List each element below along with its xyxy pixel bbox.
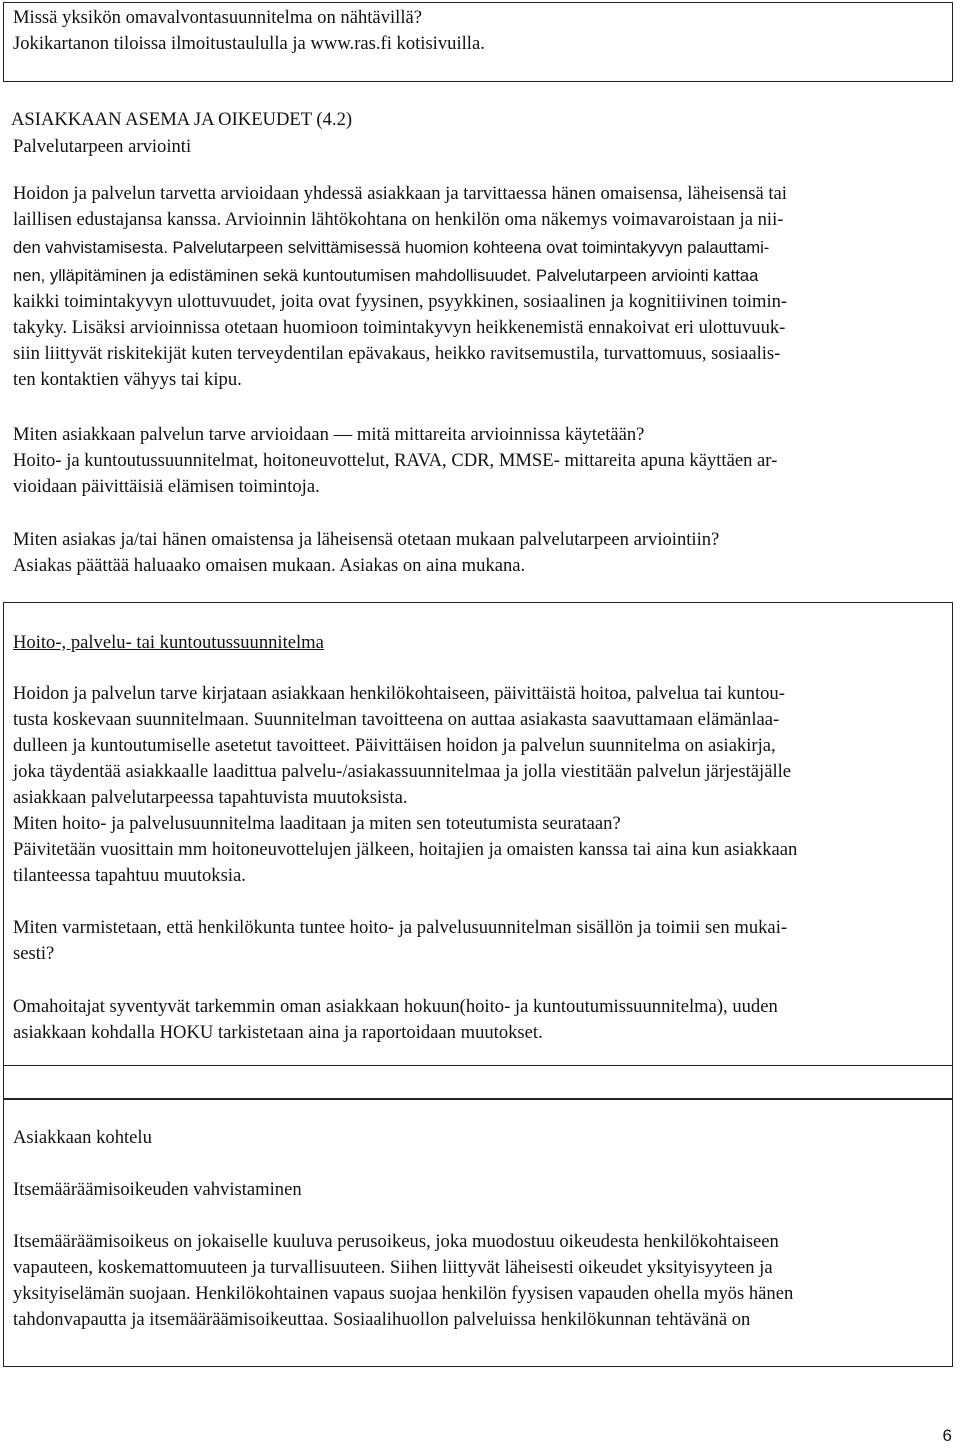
s1-p1-line5: kaikki toimintakyvyn ulottuvuudet, joita ovat fyysinen, psyykkinen, sosiaalinen ja kognitiivinen toimin- [13, 291, 788, 312]
s1-p1-line3: den vahvistamisesta. Palvelutarpeen selvittämisessä huomion kohteena ovat toimintakyvyn palauttami- [13, 238, 770, 257]
s2-p1-line3: dulleen ja kuntoutumiselle asetetut tavoitteet. Päivittäisen hoidon ja palvelun suunnitelma on asiakirja, [13, 735, 776, 756]
section1-heading: ASIAKKAAN ASEMA JA OIKEUDET (4.2) [11, 109, 353, 130]
s2-p1-line1: Hoidon ja palvelun tarve kirjataan asiakkaan henkilökohtaiseen, päivittäistä hoitoa, palvelua tai kuntou- [13, 683, 785, 704]
s1-question2: Miten asiakas ja/tai hänen omaistensa ja läheisensä otetaan mukaan palvelutarpeen arviointiin? [13, 529, 720, 550]
section3-heading: Asiakkaan kohtelu [13, 1127, 152, 1148]
s1-p1-line6: takyky. Lisäksi arvioinnissa otetaan huomioon toimintakyvyn heikkenemistä ennakoivat eri ulottuvuuk- [13, 317, 786, 338]
section1-subheading: Palvelutarpeen arviointi [13, 136, 192, 157]
s1-question1: Miten asiakkaan palvelun tarve arvioidaan — mitä mittareita arvioinnissa käytetään? [13, 424, 645, 445]
s2-answer2-line1: Omahoitajat syventyvät tarkemmin oman asiakkaan hokuun(hoito- ja kuntoutumissuunnitelma), uuden [13, 996, 778, 1017]
s2-question1: Miten hoito- ja palvelusuunnitelma laaditaan ja miten sen toteutumista seurataan? [13, 813, 621, 834]
section3-subheading: Itsemääräämisoikeuden vahvistaminen [13, 1179, 302, 1200]
section2-heading: Hoito-, palvelu- tai kuntoutussuunnitelma [13, 632, 324, 653]
s2-answer2-line2: asiakkaan kohdalla HOKU tarkistetaan aina ja raportoidaan muutokset. [13, 1022, 543, 1043]
s1-p1-line7: siin liittyvät riskitekijät kuten terveydentilan epävakaus, heikko ravitsemustila, turvattomuus, sosiaalis- [13, 343, 781, 364]
s1-p1-line8: ten kontaktien vähyys tai kipu. [13, 369, 242, 390]
page-number: 6 [942, 1426, 952, 1445]
s1-p1-line2 [13, 209, 783, 231]
intro-question: Missä yksikön omavalvontasuunnitelma on nähtävillä? [13, 7, 422, 28]
s1-answer2: Asiakas päättää haluaako omaisen mukaan. Asiakas on aina mukana. [13, 555, 526, 576]
s1-p1-line4: nen, ylläpitäminen ja edistäminen sekä kuntoutumisen mahdollisuudet. Palvelutarpeen arviointi kattaa [13, 266, 759, 285]
separator-row-2 [3, 1098, 953, 1100]
s1-p1-line2-text: laillisen edustajansa kanssa. Arvioinnin lähtökohtana on henkilön oma näkemys voimavaroistaan ja nii- [13, 209, 784, 230]
s2-answer1-line1: Päivitetään vuosittain mm hoitoneuvottelujen jälkeen, hoitajien ja omaisten kanssa tai aina kun asiakkaan [13, 839, 798, 860]
s2-p1-line4: joka täydentää asiakkaalle laadittua palvelu-/asiakassuunnitelmaa ja jolla viestitään palvelun järjestäjälle [13, 761, 792, 782]
s1-answer1-line2: vioidaan päivittäisiä elämisen toimintoja. [13, 476, 320, 497]
s3-p1-line4: tahdonvapautta ja itsemääräämisoikeuttaa. Sosiaalihuollon palveluissa henkilökunnan tehtävänä on [13, 1309, 751, 1330]
s1-answer1-line1: Hoito- ja kuntoutussuunnitelmat, hoitoneuvottelut, RAVA, CDR, MMSE- mittareita apuna käyttäen ar- [13, 450, 778, 471]
s2-p1-line2: tusta koskevaan suunnitelmaan. Suunnitelman tavoitteena on auttaa asiakasta saavuttamaan elämänlaa- [13, 709, 780, 730]
s2-answer1-line2: tilanteessa tapahtuu muutoksia. [13, 865, 246, 886]
s3-p1-line2: vapauteen, koskemattomuuteen ja turvallisuuteen. Siihen liittyvät läheisesti oikeudet yksityisyyteen ja [13, 1257, 773, 1278]
intro-answer: Jokikartanon tiloissa ilmoitustaululla ja www.ras.fi kotisivuilla. [13, 33, 485, 54]
separator-row-1 [3, 1065, 953, 1098]
s2-question2-line1: Miten varmistetaan, että henkilökunta tuntee hoito- ja palvelusuunnitelman sisällön ja toimii sen mukai- [13, 917, 788, 938]
s2-p1-line5: asiakkaan palvelutarpeessa tapahtuvista muutoksista. [13, 787, 408, 808]
s1-p1-line1: Hoidon ja palvelun tarvetta arvioidaan yhdessä asiakkaan ja tarvittaessa hänen omaisensa, läheisensä tai [13, 183, 787, 204]
s2-question2-line2: sesti? [13, 943, 55, 964]
s3-p1-line3: yksityiselämän suojaan. Henkilökohtainen vapaus suojaa henkilön fyysisen vapauden ohella myös hänen [13, 1283, 794, 1304]
s3-p1-line1: Itsemääräämisoikeus on jokaiselle kuuluva perusoikeus, joka muodostuu oikeudesta henkilökohtaiseen [13, 1231, 779, 1252]
